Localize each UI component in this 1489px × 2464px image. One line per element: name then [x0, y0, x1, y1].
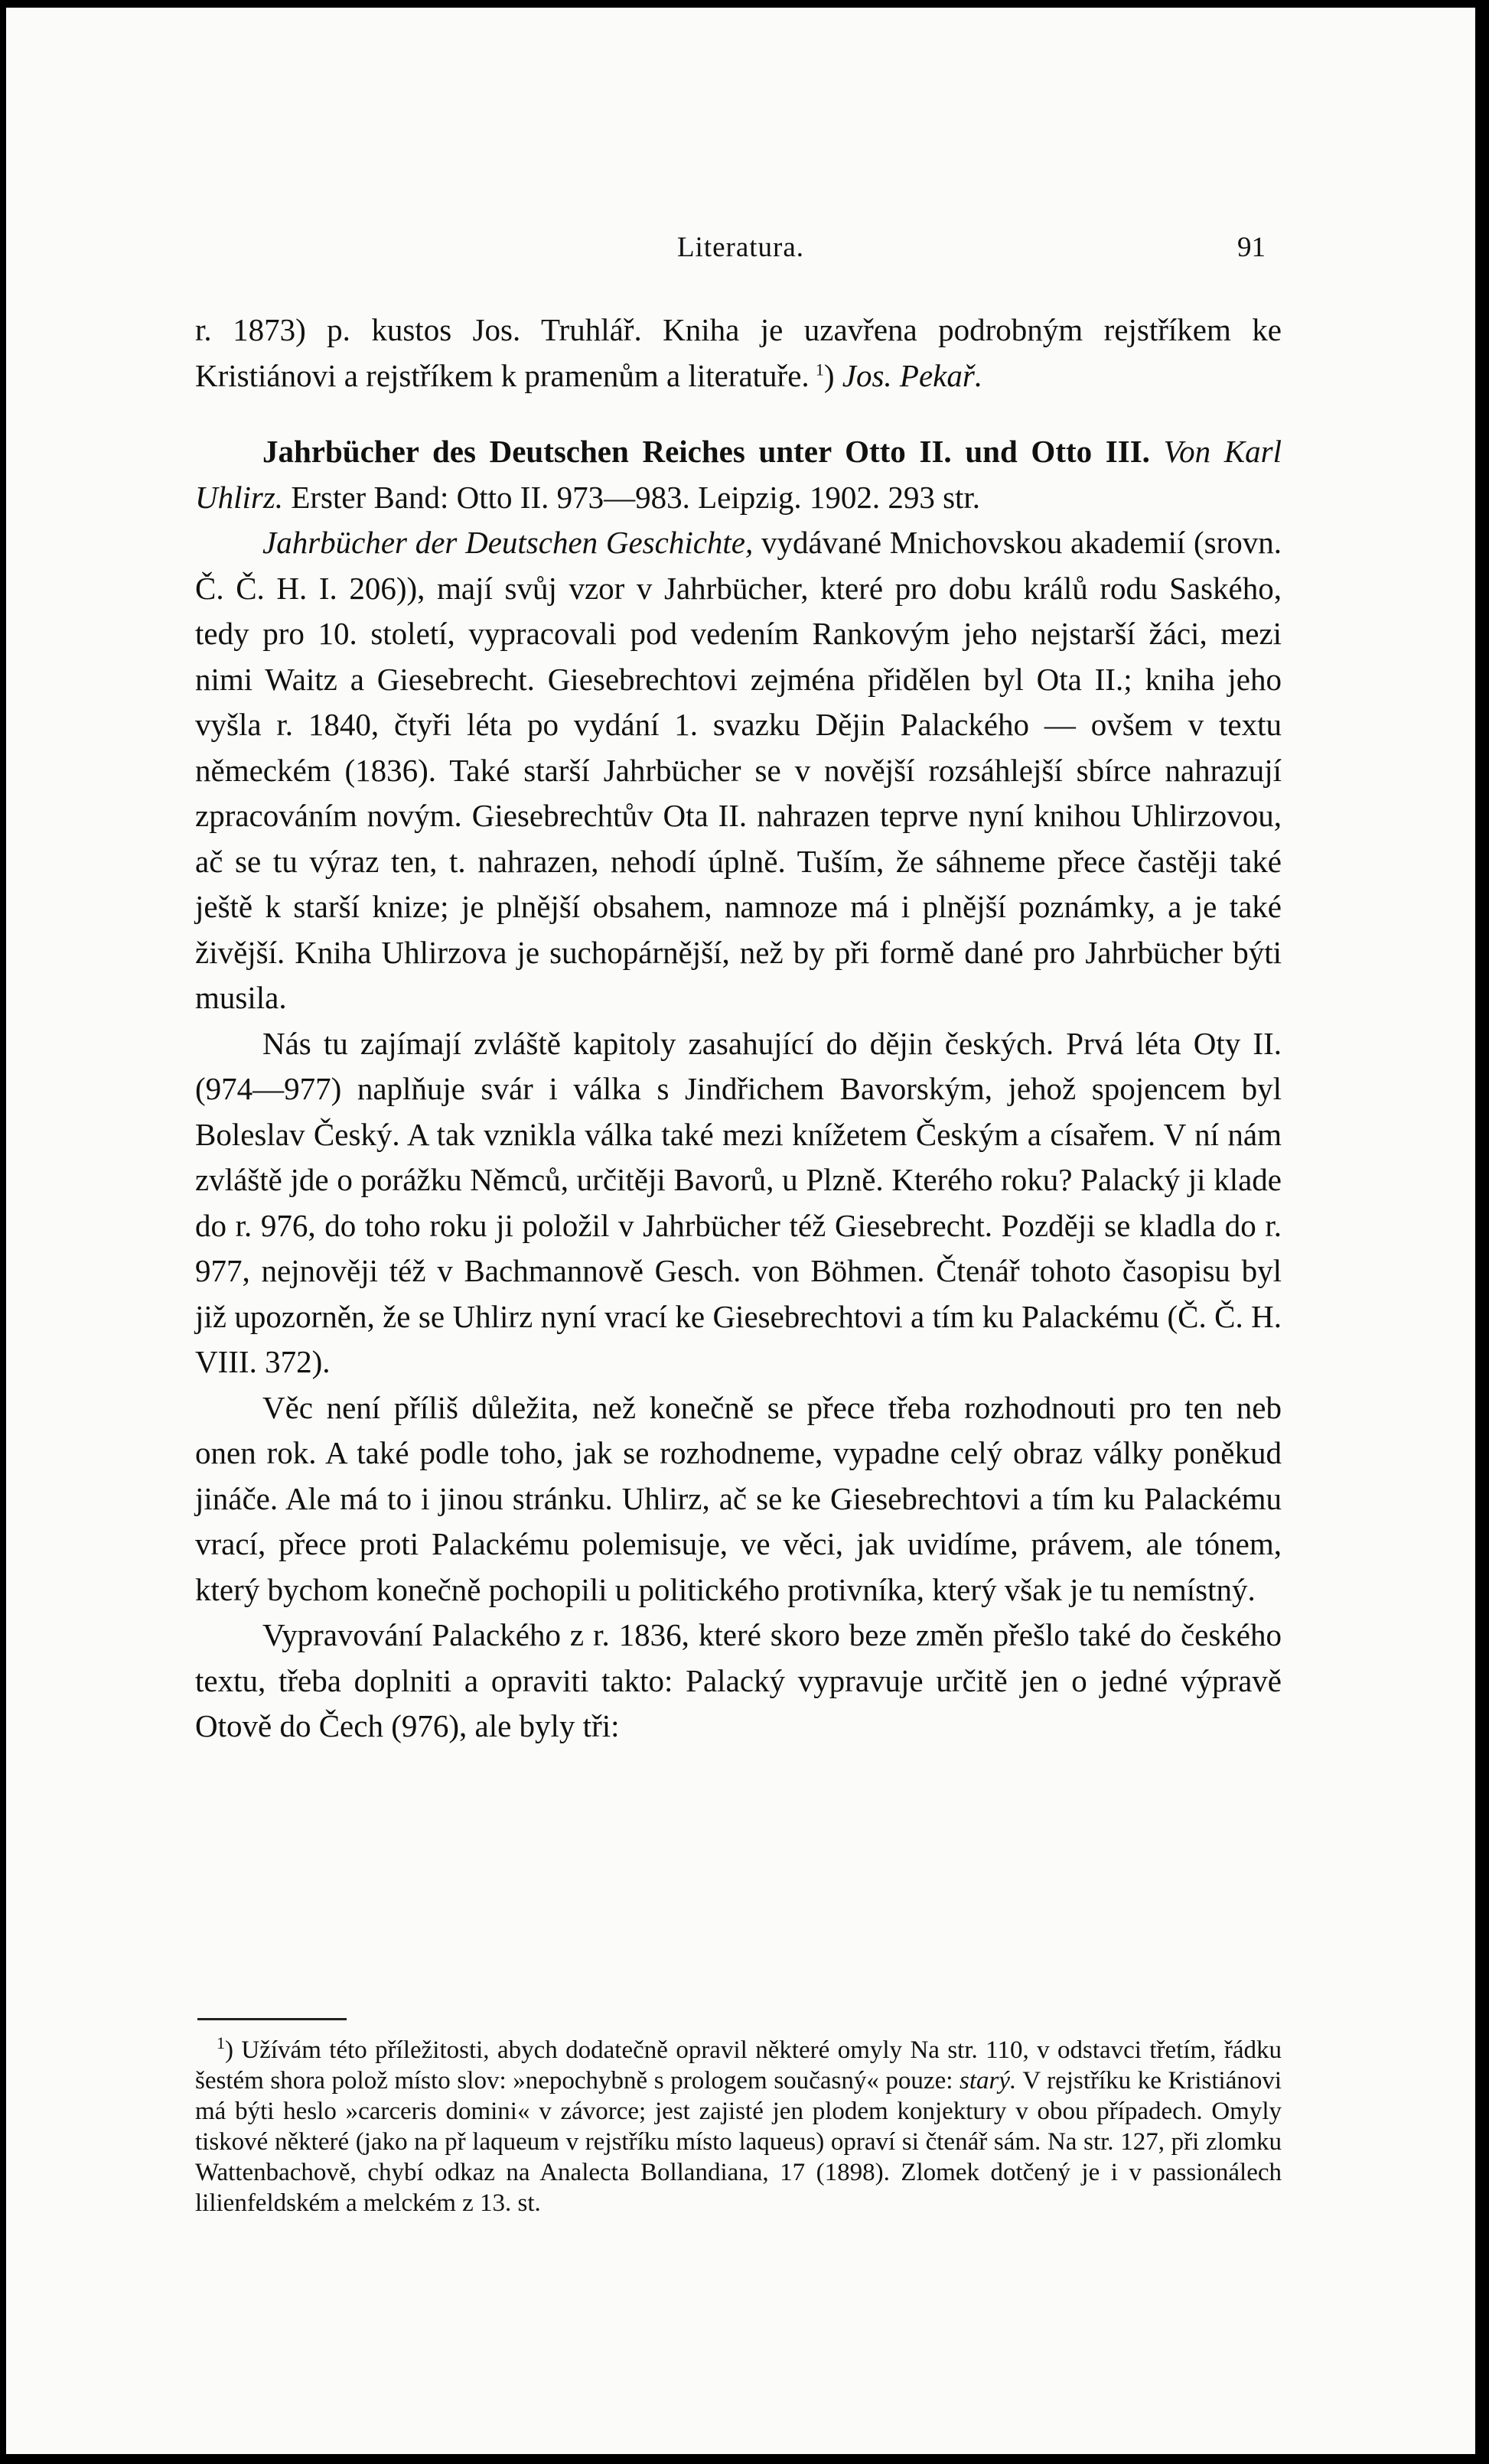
paragraph-3 [195, 520, 1282, 1021]
paragraph-3-text: vydávané Mnichovskou akademií (srovn. Č. Č. H. I. 206)), mají svůj vzor v Jahrbücher, které pro dobu králů rodu Saského, tedy pro 10. století, vypracovali pod vedením Rankovým jeho nejstarší žáci, mezi nimi Waitz a Giesebrecht. Giesebrechtovi zejména přidělen byl Ota II.; kniha jeho vyšla r. 1840, čtyři léta po vydání 1. svazku Dějin Palackého — ovšem v textu německém (1836). Také starší Jahrbücher se v novější rozsáhlejší sbírce nahrazují zpracováním novým. Giesebrechtův Ota II. nahrazen teprve nyní knihou Uhlirzovou, ač se tu výraz ten, t. nahrazen, nehodí úplně. Tuším, že sáhneme přece častěji také ještě k starší knize; je plnější obsahem, namnoze má i plnější poznámky, a je také živější. Kniha Uhlirzova je suchopárnější, než by při formě dané pro Jahrbücher býti musila. [195, 525, 1282, 1015]
running-title: Literatura. [676, 232, 805, 263]
paragraph-6: Vypravování Palackého z r. 1836, které skoro beze změn přešlo také do českého textu, třeba doplniti a opraviti takto: Palacký vypravuje určitě jen o jedné výpravě Otově do Čech (976), ale byly tři: [195, 1617, 1282, 1743]
footnote-italic-word: starý. [960, 2067, 1017, 2095]
page-number: 91 [1237, 232, 1266, 263]
book-title: Jahrbücher des Deutschen Reiches unter Otto II. und Otto III. [262, 434, 1150, 469]
paragraph-1 [195, 308, 1282, 399]
paragraph-1-text: r. 1873) p. kustos Jos. Truhlář. Kniha je uzavřena podrobným rejstříkem ke Kristiánovi a rejstříkem k pramenům a literatuře. [195, 312, 1282, 393]
footnote-text-1: Užívám této příležitosti, abych dodatečně opravil některé omyly Na str. 110, v odstavci třetím, řádku šestém shora polož místo slov: »nepochybně s prologem současný« pouze: [195, 2036, 1282, 2095]
book-page [6, 8, 1475, 2454]
footnote-text-2: V rejstříku ke Kristiánovi má býti heslo »carceris domini« v závorce; jest zajisté jen plodem konjektury v obou případech. Omyly tiskové některé (jako na př laqueum v rejstříku místo laqueus) opraví si čtenář sám. Na str. 127, při zlomku Wattenbachově, chybí odkaz na Analecta Bollandiana, 17 (1898). Zlomek dotčený je i v passionálech lilienfeldském a melckém z 13. st. [195, 2067, 1282, 2217]
paragraph-4: Nás tu zajímají zvláště kapitoly zasahující do dějin českých. Prvá léta Oty II. (974—977) naplňuje svár i válka s Jindřichem Bavorským, jehož spojencem byl Boleslav Český. A tak vznikla válka také mezi knížetem Českým a císařem. V ní nám zvláště jde o porážku Němců, určitěji Bavorů, u Plzně. Kterého roku? Palacký ji klade do r. 976, do toho roku ji položil v Jahrbücher též Giesebrecht. Později se kladla do r. 977, nejnověji též v Bachmannově Gesch. von Böhmen. Čtenář tohoto časopisu byl již upozorněn, že se Uhlirz nyní vrací ke Giesebrechtovi a tím ku Palackému (Č. Č. H. VIII. 372). [195, 1025, 1282, 1379]
footnote-1 [195, 2035, 1282, 2218]
footnote-marker: 1 [217, 2033, 225, 2052]
series-title: Jahrbücher der Deutschen Geschichte, [262, 525, 754, 560]
footnote-ref: 1 [815, 359, 824, 379]
book-author: Von Karl Uhlirz. [195, 434, 1282, 515]
book-details: Erster Band: Otto II. 973—983. Leipzig. 1902. 293 str. [291, 479, 981, 515]
footnote-ref-close: ) [823, 357, 835, 393]
running-header [6, 231, 1475, 274]
footnotes [195, 2035, 1282, 2218]
main-text [195, 308, 1282, 1750]
review-signature: Jos. Pekař. [842, 357, 983, 393]
footnote-divider [197, 2018, 347, 2020]
paragraph-5: Věc není příliš důležita, než konečně se přece třeba rozhodnouti pro ten neb onen rok. A také podle toho, jak se rozhodneme, vypadne celý obraz války poněkud jináče. Ale má to i jinou stránku. Uhlirz, ač se ke Giesebrechtovi a tím ku Palackému vrací, přece proti Palackému polemisuje, ve věci, jak uvidíme, právem, ale tónem, který bychom konečně pochopili u politického protivníka, který však je tu nemístný. [195, 1389, 1282, 1607]
paragraph-2 [195, 429, 1282, 520]
footnote-marker-close: ) [225, 2036, 233, 2064]
